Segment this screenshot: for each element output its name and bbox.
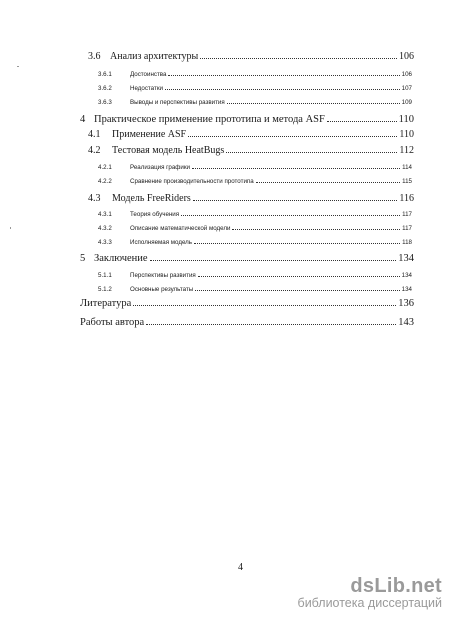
toc-entry-number: 4.1 [88,129,101,140]
toc-entry-number: 4.2 [88,145,101,156]
toc-entry-title: Применение ASF [112,129,187,140]
toc-dot-leader [256,177,400,183]
toc-dot-leader [133,297,396,306]
toc-entry-number: 5.1.2 [98,285,112,293]
toc-entry[interactable] [80,113,414,125]
toc-entry[interactable] [98,238,412,246]
toc-entry-number: 4 [80,114,86,126]
toc-entry[interactable] [98,210,412,218]
toc-entry-number: 3.6.1 [98,70,112,78]
toc-dot-leader [181,210,400,216]
toc-entry[interactable] [88,50,414,62]
toc-dot-leader [195,285,399,291]
toc-dot-leader [192,163,400,169]
toc-entry-page: 116 [399,193,414,204]
toc-entry[interactable] [98,84,412,92]
watermark [298,575,442,610]
toc-entry-page: 112 [399,145,414,156]
toc-entry-number: 3.6.3 [98,98,112,106]
toc-entry-page: 134 [401,271,412,279]
toc-entry-title: Достоинства [130,70,167,78]
toc-entry-title: Заключение [94,253,148,265]
toc-entry-number: 3.6 [88,51,101,62]
toc-entry[interactable] [88,128,414,140]
toc-entry-number: 5.1.1 [98,271,112,279]
toc-dot-leader [150,252,397,261]
toc-entry-page: 118 [402,238,412,246]
toc-entry-page: 109 [401,98,412,106]
toc-entry-page: 143 [398,317,414,329]
toc-entry-title: Работы автора [80,317,145,329]
toc-entry[interactable] [80,316,414,328]
page-number: 4 [238,562,243,573]
toc-entry-page: 106 [401,70,412,78]
toc-entry-title: Сравнение производительности прототипа [130,177,254,185]
toc-dot-leader [327,113,397,122]
toc-entry-page: 110 [398,114,414,126]
toc-entry-page: 115 [402,177,412,185]
toc-entry-title: Теория обучения [130,210,180,218]
toc-entry-page: 134 [398,253,414,265]
toc-dot-leader [227,98,400,104]
toc-dot-leader [194,238,400,244]
watermark-logo: dsLib.net [350,575,442,597]
toc-entry-number: 4.3 [88,193,101,204]
toc-entry[interactable] [98,98,412,106]
toc-entry-title: Реализация графики [130,163,191,171]
toc-dot-leader [146,316,396,325]
toc-dot-leader [193,192,398,201]
toc-entry-title: Тестовая модель HeatBugs [112,145,225,156]
toc-entry[interactable] [98,271,412,279]
toc-entry-page: 117 [402,210,412,218]
toc-entry-number: 4.2.1 [98,163,112,171]
toc-dot-leader [226,144,397,153]
toc-dot-leader [200,50,397,59]
toc-entry-title: Описание математической модели [130,224,231,232]
toc-entry[interactable] [98,177,412,185]
toc-entry-page: 106 [399,51,414,62]
toc-entry-page: 114 [402,163,412,171]
toc-entry[interactable] [88,192,414,204]
toc-entry-number: 5 [80,253,86,265]
toc-entry-number: 4.3.3 [98,238,112,246]
toc-entry-title: Недостатки [130,84,163,92]
toc-entry-page: 136 [398,298,414,310]
toc-dot-leader [188,128,397,137]
toc-entry[interactable] [80,252,414,264]
toc-entry-title: Перспективы развития [130,271,196,279]
toc-entry-title: Модель FreeRiders [112,193,191,204]
toc-entry-title: Исполняемая модель [130,238,193,246]
toc-dot-leader [232,224,400,230]
toc-entry[interactable] [98,163,412,171]
toc-dot-leader [165,84,400,90]
scan-speck [10,227,11,229]
toc-entry-number: 3.6.2 [98,84,112,92]
toc-entry-title: Литература [80,298,132,310]
toc-entry-page: 110 [399,129,414,140]
toc-entry-page: 117 [402,224,412,232]
toc-entry-number: 4.2.2 [98,177,112,185]
toc-entry-title: Практическое применение прототипа и метода ASF [94,114,325,126]
toc-entry-title: Анализ архитектуры [110,51,199,62]
toc-entry-number: 4.3.2 [98,224,112,232]
scan-speck [17,66,19,67]
toc-entry-page: 107 [401,84,412,92]
watermark-subtitle: библиотека диссертаций [297,596,442,610]
toc-entry[interactable] [98,70,412,78]
toc-entry[interactable] [98,224,412,232]
toc-dot-leader [168,70,399,76]
toc-dot-leader [198,271,400,277]
toc-entry-title: Выводы и перспективы развития [130,98,225,106]
toc-entry-title: Основные результаты [130,285,194,293]
toc-entry[interactable] [80,297,414,309]
toc-entry-number: 4.3.1 [98,210,112,218]
toc-entry[interactable] [98,285,412,293]
toc-entry[interactable] [88,144,414,156]
toc-entry-page: 134 [401,285,412,293]
